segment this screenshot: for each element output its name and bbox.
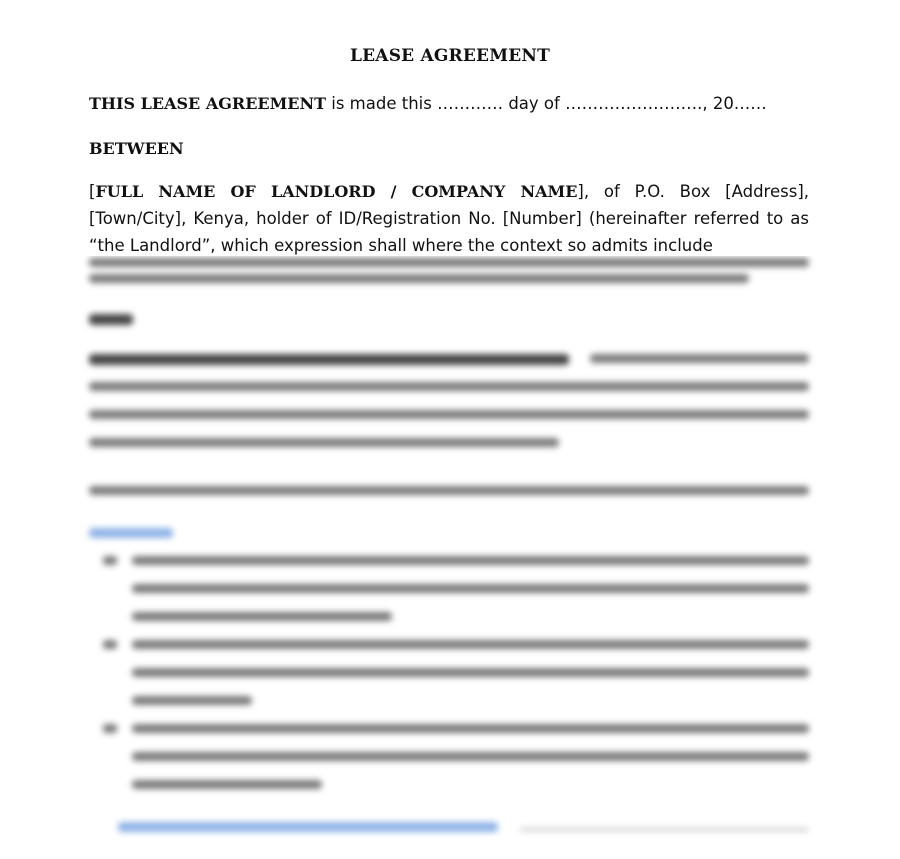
blur-link [89, 528, 173, 538]
blur-line [132, 752, 809, 761]
blur-line [132, 612, 392, 621]
landlord-clip [0, 0, 900, 258]
blur-line [89, 438, 559, 447]
blur-line [132, 668, 809, 677]
intro-text: is made this ………… day of ……………………., 20…… [326, 94, 767, 113]
blur-line [89, 382, 809, 391]
blur-line [89, 274, 749, 283]
blur-toc-dots [520, 828, 809, 831]
between-label: BETWEEN [89, 139, 184, 158]
blur-line [132, 696, 252, 705]
blur-heading [89, 314, 133, 325]
blur-line [89, 486, 809, 495]
landlord-bracket: [ [89, 182, 96, 201]
blur-heading [89, 354, 569, 365]
blur-number [103, 724, 117, 733]
blur-number [103, 640, 117, 649]
blur-line [132, 556, 809, 565]
landlord-paragraph [89, 178, 809, 258]
document-title: LEASE AGREEMENT [350, 46, 550, 66]
blur-line [132, 640, 809, 649]
blur-line [89, 258, 809, 267]
landlord-text: ], of P.O. Box [Address], [Town/City], Kenya, holder of ID/Registration No. [Number] (hereinafter referred to as “the Landlord”, which expression shall where the context so admits include [89, 182, 809, 255]
blur-line [89, 410, 809, 419]
landlord-name-placeholder: FULL NAME OF LANDLORD / COMPANY NAME [95, 182, 578, 201]
blur-line [590, 354, 809, 363]
blur-toc-link [118, 822, 498, 832]
blur-line [132, 724, 809, 733]
blur-number [103, 556, 117, 565]
blur-line [132, 780, 322, 789]
intro-bold-text: THIS LEASE AGREEMENT [89, 94, 327, 113]
blur-line [132, 584, 809, 593]
